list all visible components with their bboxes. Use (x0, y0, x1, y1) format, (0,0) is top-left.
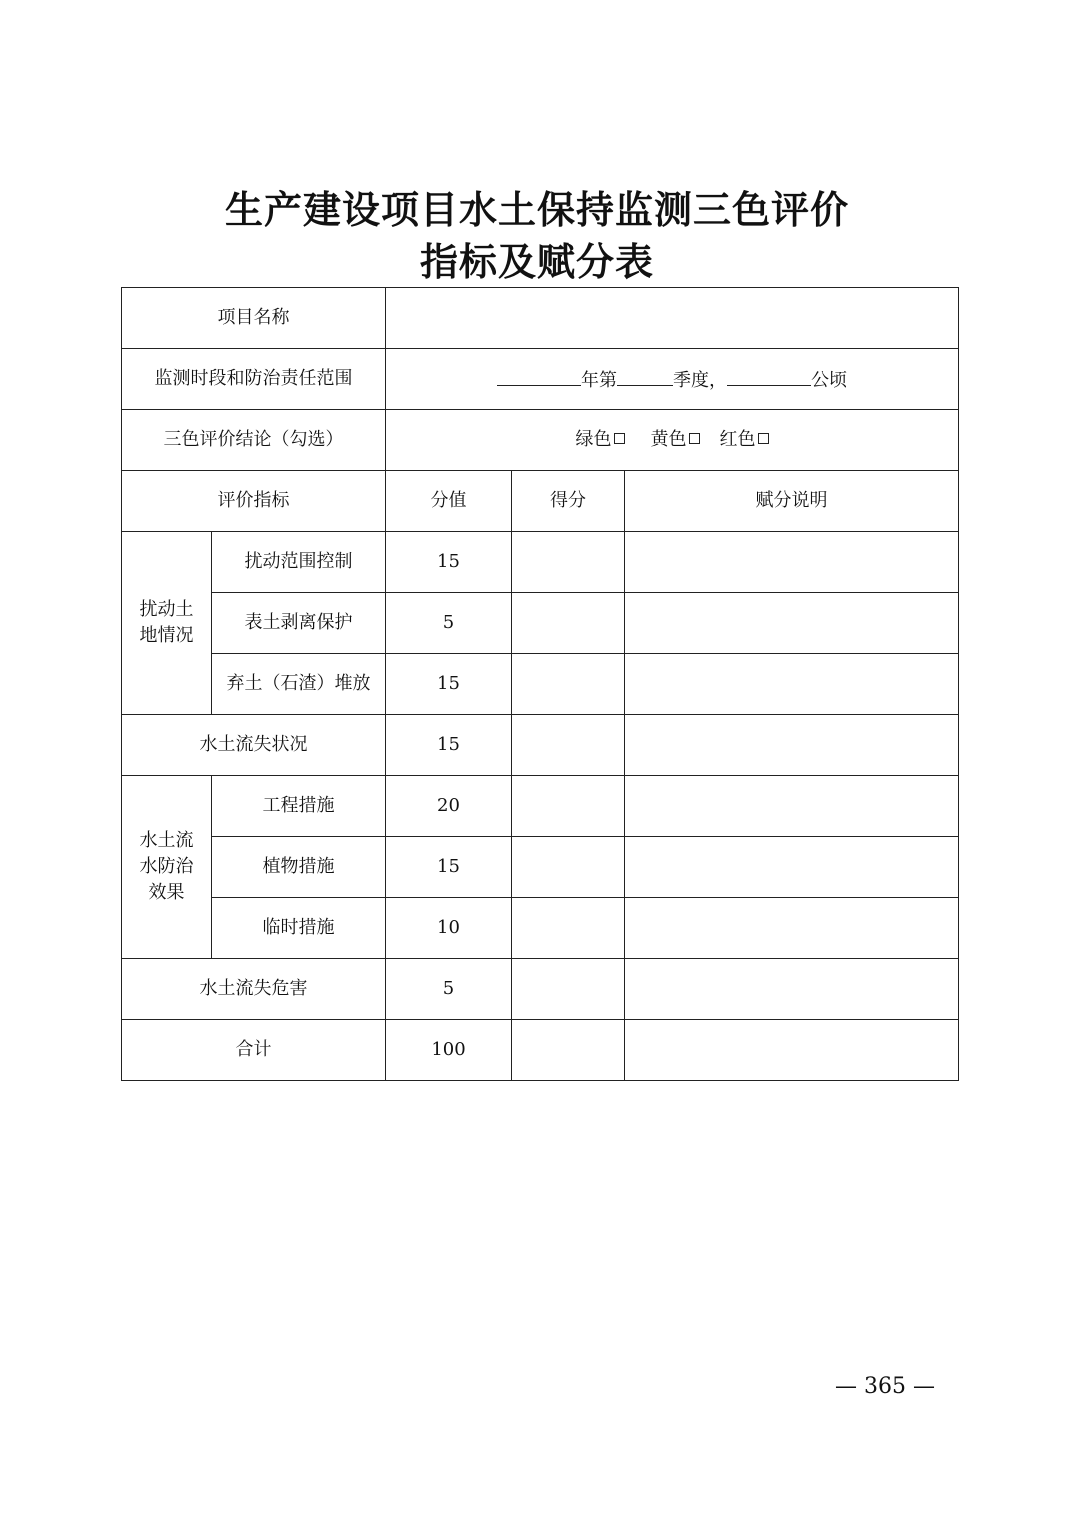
note-cell[interactable] (625, 593, 959, 654)
earned-cell[interactable] (512, 776, 625, 837)
note-cell[interactable] (625, 715, 959, 776)
group-disturbance (122, 532, 212, 715)
score-cell: 5 (386, 959, 512, 1020)
period-label: 监测时段和防治责任范围 (122, 349, 386, 410)
indicator-cell: 水土流失危害 (122, 959, 386, 1020)
total-label: 合计 (122, 1020, 386, 1081)
indicator-cell: 扰动范围控制 (212, 532, 386, 593)
header-row (122, 471, 959, 532)
conclusion-option-yellow[interactable]: 黄色 (651, 429, 720, 450)
earned-cell[interactable] (512, 532, 625, 593)
note-cell[interactable] (625, 654, 959, 715)
conclusion-option-red[interactable]: 红色 (720, 429, 769, 450)
project-name-field[interactable] (386, 288, 959, 349)
group-prevention (122, 776, 212, 959)
note-cell[interactable] (625, 837, 959, 898)
conclusion-option-green[interactable]: 绿色 (576, 429, 645, 450)
page-number: — 365 — (835, 1374, 935, 1399)
table-row (122, 776, 959, 837)
indicator-cell: 水土流失状况 (122, 715, 386, 776)
score-cell: 15 (386, 654, 512, 715)
table-row (122, 715, 959, 776)
project-name-row (122, 288, 959, 349)
checkbox-icon[interactable] (689, 433, 700, 444)
project-name-label: 项目名称 (122, 288, 386, 349)
note-cell[interactable] (625, 898, 959, 959)
earned-cell[interactable] (512, 898, 625, 959)
score-cell: 15 (386, 532, 512, 593)
total-row (122, 1020, 959, 1081)
indicator-cell: 植物措施 (212, 837, 386, 898)
evaluation-form-table (121, 287, 959, 1081)
indicator-cell: 弃土（石渣）堆放 (212, 654, 386, 715)
checkbox-icon[interactable] (614, 433, 625, 444)
earned-cell[interactable] (512, 593, 625, 654)
score-cell: 15 (386, 715, 512, 776)
period-year-text: 年第 (581, 369, 617, 391)
table-row (122, 593, 959, 654)
conclusion-row (122, 410, 959, 471)
area-blank[interactable] (727, 365, 811, 386)
header-earned: 得分 (512, 471, 625, 532)
document-title-line-2: 指标及赋分表 (419, 240, 654, 284)
indicator-cell: 工程措施 (212, 776, 386, 837)
earned-cell[interactable] (512, 959, 625, 1020)
header-score: 分值 (386, 471, 512, 532)
table-row (122, 837, 959, 898)
score-cell: 10 (386, 898, 512, 959)
total-note[interactable] (625, 1020, 959, 1081)
header-indicator: 评价指标 (122, 471, 386, 532)
header-note: 赋分说明 (625, 471, 959, 532)
total-score: 100 (386, 1020, 512, 1081)
table-row (122, 959, 959, 1020)
earned-cell[interactable] (512, 654, 625, 715)
total-earned[interactable] (512, 1020, 625, 1081)
note-cell[interactable] (625, 776, 959, 837)
note-cell[interactable] (625, 959, 959, 1020)
period-row (122, 349, 959, 410)
checkbox-icon[interactable] (758, 433, 769, 444)
note-cell[interactable] (625, 532, 959, 593)
score-cell: 20 (386, 776, 512, 837)
table-row (122, 898, 959, 959)
score-cell: 5 (386, 593, 512, 654)
indicator-cell: 临时措施 (212, 898, 386, 959)
conclusion-options (386, 410, 959, 471)
conclusion-label: 三色评价结论（勾选） (122, 410, 386, 471)
period-unit-text: 公顷 (811, 369, 847, 391)
group-disturbance-label: 扰动土 地情况 (139, 599, 194, 646)
quarter-blank[interactable] (617, 365, 673, 386)
period-quarter-text: 季度， (673, 369, 727, 391)
earned-cell[interactable] (512, 837, 625, 898)
indicator-cell: 表土剥离保护 (212, 593, 386, 654)
year-blank[interactable] (497, 365, 581, 386)
score-cell: 15 (386, 837, 512, 898)
earned-cell[interactable] (512, 715, 625, 776)
table-row (122, 532, 959, 593)
document-title-line-1: 生产建设项目水土保持监测三色评价 (224, 188, 849, 232)
table-row (122, 654, 959, 715)
period-field (386, 349, 959, 410)
group-prevention-label: 水土流 水防治 效果 (139, 830, 194, 903)
